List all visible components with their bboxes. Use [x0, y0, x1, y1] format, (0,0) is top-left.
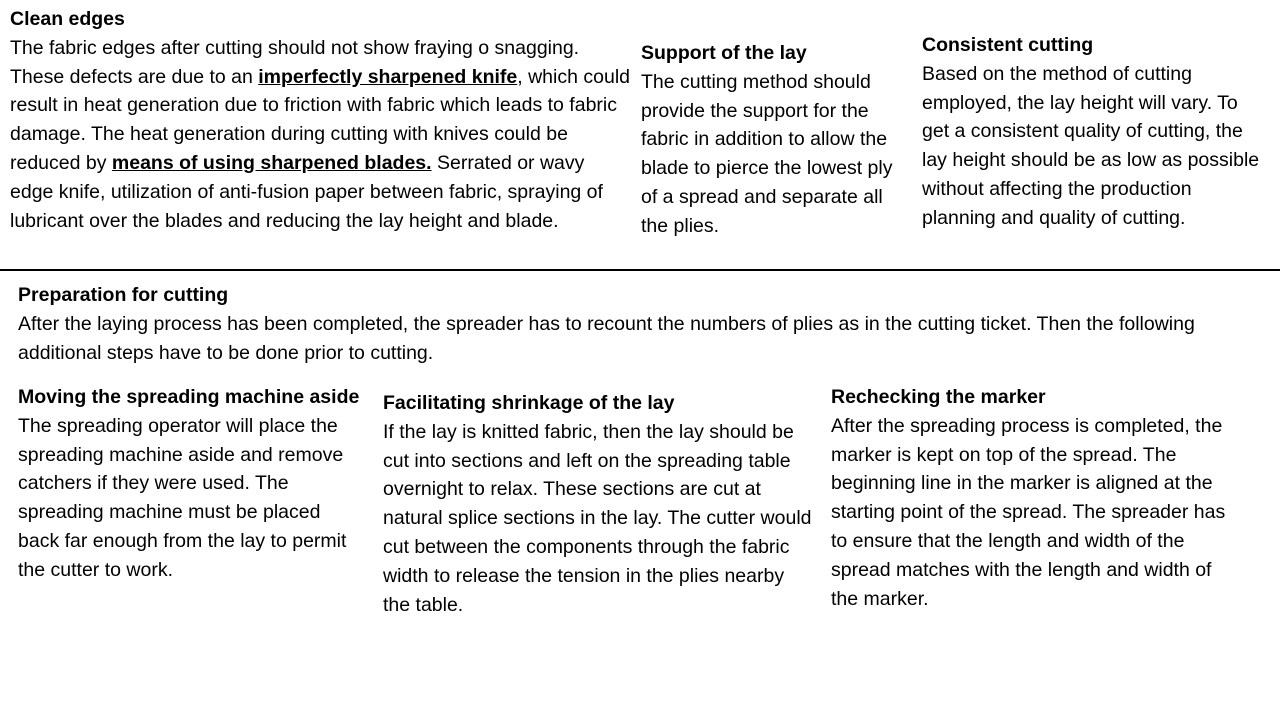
support-of-lay-section [641, 39, 903, 241]
clean-edges-section [10, 5, 630, 235]
consistent-cutting-section [922, 31, 1264, 233]
rechecking-marker-section [831, 383, 1231, 613]
support-of-lay-heading: Support of the lay [641, 42, 807, 64]
support-of-lay-body: The cutting method should provide the support for the fabric in addition to allow the blade to pierce the lowest ply of a spread and separate all the plies. [641, 70, 893, 237]
clean-edges-text-2: , which could result in heat generation due to friction with fabric which leads to fabric damage. The heat generation during cutting with knives could be reduced by [10, 65, 630, 174]
preparation-section [18, 281, 1273, 367]
shrinkage-body: If the lay is knitted fabric, then the lay should be cut into sections and left on the spreading table overnight to relax. These sections are cut at natural splice sections in the lay. The cutter would cut between the components through the fabric width to release the tension in the plies nearby the table. [383, 420, 812, 616]
consistent-cutting-heading: Consistent cutting [922, 34, 1094, 56]
clean-edges-text-3: Serrated or wavy edge knife, utilization of anti-fusion paper between fabric, spraying of lubricant over the blades and reducing the lay height and blade. [10, 151, 603, 232]
rechecking-marker-body: After the spreading process is completed, the marker is kept on top of the spread. The beginning line in the marker is aligned at the starting point of the spread. The spreader has to ensure that the length and width of the spread matches with the length and width of the marker. [831, 414, 1226, 610]
shrinkage-heading: Facilitating shrinkage of the lay [383, 392, 675, 414]
moving-machine-heading: Moving the spreading machine aside [18, 386, 360, 408]
moving-machine-body: The spreading operator will place the spreading machine aside and remove catchers if they were used. The spreading machine must be placed back far enough from the lay to permit the cutter to work. [18, 414, 347, 581]
clean-edges-emphasis-2: means of using sharpened blades. [111, 151, 432, 174]
clean-edges-heading: Clean edges [10, 8, 125, 30]
section-divider [0, 269, 1280, 271]
moving-machine-section [18, 383, 363, 585]
preparation-heading: Preparation for cutting [18, 284, 229, 306]
clean-edges-text-1: The fabric edges after cutting should not show fraying o snagging. These defects are due to an [10, 36, 580, 88]
clean-edges-body [10, 34, 630, 236]
clean-edges-emphasis-1: imperfectly sharpened knife [258, 65, 518, 88]
shrinkage-section [383, 389, 815, 619]
consistent-cutting-body: Based on the method of cutting employed, the lay height will vary. To get a consistent quality of cutting, the lay height should be as low as possible without affecting the production planning and quality of cutting. [922, 62, 1260, 229]
preparation-body: After the laying process has been completed, the spreader has to recount the numbers of plies as in the cutting ticket. Then the following additional steps have to be done prior to cutting. [18, 312, 1195, 364]
rechecking-marker-heading: Rechecking the marker [831, 386, 1046, 408]
